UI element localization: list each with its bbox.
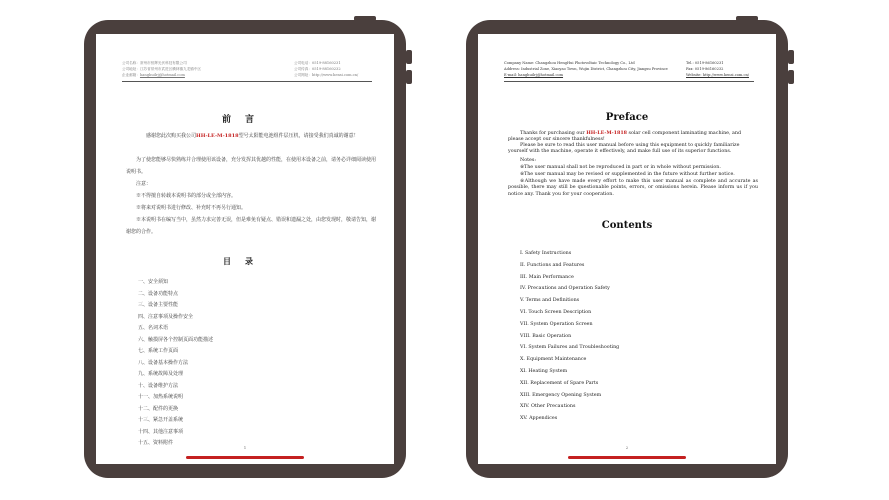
email-label: 企业邮箱：	[122, 73, 140, 77]
header-divider	[504, 81, 754, 82]
page-title: 前言	[221, 115, 268, 125]
company-name: Company Name: Changzhou HengHui Photovoltaic Technology Co., Ltd	[504, 61, 635, 65]
company-email: hanghuilrj@hotmail.com	[139, 73, 185, 77]
document-page-chinese	[96, 34, 394, 464]
toc-item[interactable]: XIII. Emergency Opening System	[520, 392, 602, 398]
toc-item[interactable]: II. Functions and Features	[520, 262, 585, 268]
toc-item[interactable]: 八、设备基本操作方法	[138, 359, 189, 366]
intro-text-start: Thanks for purchasing our	[520, 131, 585, 136]
toc-item[interactable]: XI. Heating System	[520, 368, 568, 374]
volume-up-button	[406, 50, 412, 64]
toc-item[interactable]: 六、触摸屏各个控制页面功能描述	[138, 336, 214, 343]
home-indicator[interactable]	[186, 456, 304, 459]
page-title: Preface	[605, 112, 649, 123]
toc-title: 目录	[223, 256, 267, 266]
power-button	[354, 16, 376, 21]
company-name: 常州市恒辉光伏科技有限公司	[139, 61, 187, 65]
toc-item[interactable]: IV. Precautions and Operation Safety	[520, 286, 610, 292]
home-indicator[interactable]	[568, 456, 686, 459]
company-tel: Tel.: 0519-86160231	[686, 61, 724, 65]
volume-down-button	[788, 70, 794, 84]
toc-item[interactable]: XV. Appendices	[520, 416, 558, 422]
note-item: ※The user manual shall not be reproduced in part or in whole without permission.	[520, 165, 721, 170]
note-item: ※本说明书在编写当中，虽然力求完善无误，但是难免有疑点、错误和遗漏之处，由您发现时，敬请告知，谢谢您的合作。	[126, 217, 377, 235]
document-page-english	[478, 34, 776, 464]
toc-item[interactable]: XIV. Other Precautions	[520, 404, 576, 410]
company-address: 江苏省常州市武进区横林镇九龙镇中区	[139, 67, 202, 71]
volume-up-button	[788, 50, 794, 64]
table-of-contents	[138, 277, 213, 450]
toc-item[interactable]: 十五、资料附件	[138, 440, 174, 446]
notes-label: Notes:	[520, 158, 536, 163]
toc-item[interactable]: VI. Touch Screen Description	[520, 309, 592, 315]
volume-down-button	[406, 70, 412, 84]
usage-paragraph: Please be sure to read this user manual before using this equipment to quickly familiarize yourself with the machine, operate it effectively, and make full use of its superior functions.	[508, 143, 740, 155]
tablet-right	[466, 20, 788, 478]
table-of-contents	[520, 248, 619, 425]
page-header	[122, 60, 372, 94]
toc-item[interactable]: 五、名词术语	[138, 325, 169, 331]
toc-item[interactable]: 十一、加热系统说明	[138, 394, 184, 400]
toc-item[interactable]: 十二、配件的更换	[138, 405, 179, 412]
toc-item[interactable]: I. Safety Instructions	[520, 251, 572, 256]
address-label: 公司地址：	[122, 67, 140, 71]
note-label: 注意：	[136, 181, 152, 187]
note-item: ※The user manual may be revised or supplemented in the future without further notice.	[520, 172, 735, 177]
intro-paragraph	[508, 130, 758, 144]
web-label: 公司网址：	[294, 73, 312, 77]
toc-item[interactable]: 十、设备维护方法	[138, 382, 179, 389]
fax-label: 公司传真：	[294, 67, 312, 71]
tel-label: 公司电话：	[294, 61, 312, 65]
company-tel: 0519-88160231	[311, 61, 341, 65]
toc-item[interactable]: VI. System Failures and Troubleshooting	[520, 345, 620, 351]
model-number: HH-LE-M-1818	[586, 130, 628, 136]
intro-text-start: 感谢您此次购买我公司	[146, 133, 197, 139]
page-header	[504, 60, 754, 94]
toc-item[interactable]: X. Equipment Maintenance	[520, 357, 587, 363]
model-number: HH-LE-M-1818	[196, 133, 239, 139]
toc-item[interactable]: 九、系统故障及处理	[138, 371, 184, 377]
toc-item[interactable]: 十四、其他注意事项	[138, 428, 184, 435]
toc-item[interactable]: V. Terms and Definitions	[520, 298, 580, 304]
company-website: Website: http://www.hensi.com.cn/	[686, 73, 749, 77]
toc-item[interactable]: 一、安全须知	[138, 279, 169, 285]
toc-item[interactable]: 七、系统工作页面	[138, 348, 179, 354]
toc-item[interactable]: VII. System Operation Screen	[520, 321, 593, 327]
page-number: 1	[243, 446, 247, 450]
tablet-left	[84, 20, 406, 478]
intro-text-end: 型号太阳能电池组件层压机，请接受我们真诚的谢意！	[238, 133, 359, 139]
company-fax: 0519-88160232	[311, 67, 341, 71]
company-label: 公司名称：	[122, 61, 140, 65]
company-email: E-mail: hanghuilrj@hotmail.com	[504, 73, 564, 77]
toc-item[interactable]: 二、设备功能特点	[138, 290, 179, 297]
header-divider	[122, 81, 372, 82]
company-website: http://www.hensi.com.cn/	[311, 73, 359, 77]
intro-paragraph	[126, 130, 376, 142]
intro-text-end: solar cell component laminating machine, and please accept our sincere thankfulness!	[508, 131, 742, 143]
toc-item[interactable]: XII. Replacement of Spare Parts	[520, 380, 599, 386]
page-number: 2	[625, 446, 629, 450]
toc-item[interactable]: 四、注意事项及操作安全	[138, 313, 194, 320]
company-address: Address: Industrial Zone, Xiaoyao Town, Wujin District, Changzhou City, Jiangsu Province	[504, 67, 668, 71]
toc-item[interactable]: III. Main Performance	[520, 274, 574, 280]
power-button	[736, 16, 758, 21]
toc-item[interactable]: 十三、紧急开盖系统	[138, 417, 184, 423]
note-item: ※Although we have made every effort to make this user manual as complete and accurate as possible, there may still be questionable points, errors, or omissions herein. Please inform us if you notice any. Thank you for your cooperation.	[508, 179, 758, 197]
company-fax: Fax: 0519-86160232	[686, 67, 724, 71]
toc-item[interactable]: VIII. Basic Operation	[520, 333, 572, 339]
note-item: ※不得擅自转载本说明书的部分或全部内容。	[136, 193, 237, 199]
contents-title: Contents	[601, 220, 653, 231]
toc-item[interactable]: 三、设备主要性能	[138, 302, 179, 308]
note-item: ※将来对说明书进行修改、补充时不再另行通知。	[136, 205, 247, 211]
usage-paragraph: 为了使您能够尽快熟练并合理使用该设备，充分发挥其优越的性能，在使用本设备之前，请务必详细阅读使用说明书。	[126, 157, 377, 175]
